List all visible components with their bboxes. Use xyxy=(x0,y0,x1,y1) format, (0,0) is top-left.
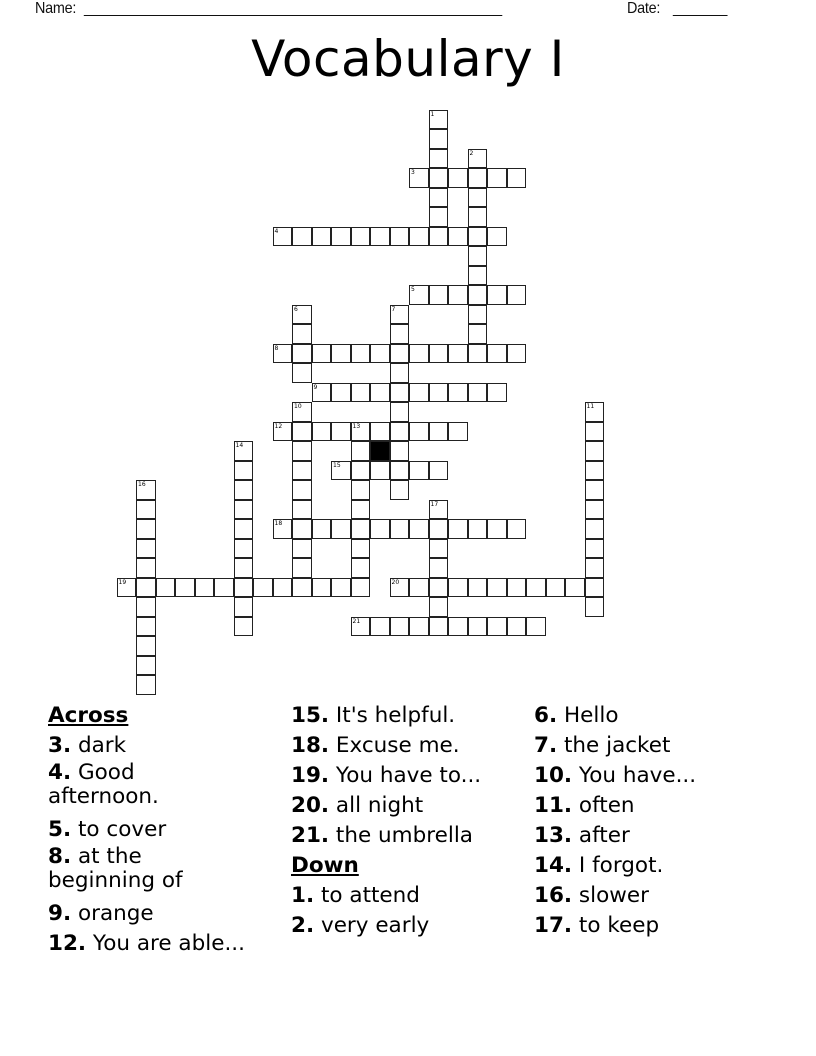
clue-number: 21 xyxy=(352,617,361,625)
crossword-cell[interactable] xyxy=(331,383,351,403)
clue-number: 18 xyxy=(274,520,283,527)
crossword-cell[interactable] xyxy=(331,519,351,539)
clue-number: 3. xyxy=(48,733,72,758)
crossword-cell[interactable] xyxy=(585,441,605,461)
clue-number: 5. xyxy=(48,817,72,842)
crossword-cell[interactable] xyxy=(468,188,488,208)
crossword-cell[interactable] xyxy=(273,578,293,598)
crossword-cell[interactable] xyxy=(370,422,390,442)
crossword-cell[interactable] xyxy=(292,519,312,539)
crossword-cell[interactable] xyxy=(429,129,449,149)
crossword-cell[interactable] xyxy=(312,519,332,539)
crossword-cell[interactable] xyxy=(585,597,605,617)
crossword-cell[interactable] xyxy=(390,519,410,539)
clue-number: 10. xyxy=(534,763,573,788)
crossword-cell[interactable] xyxy=(507,519,527,539)
crossword-cell[interactable] xyxy=(292,539,312,559)
down-heading: Down xyxy=(291,853,359,878)
crossword-cell[interactable] xyxy=(429,597,449,617)
down-clue xyxy=(534,911,696,941)
crossword-cell[interactable] xyxy=(468,617,488,637)
name-label: Name: xyxy=(35,0,77,17)
crossword-cell[interactable] xyxy=(351,480,371,500)
clue-text: after xyxy=(572,823,630,848)
crossword-cell[interactable] xyxy=(292,305,312,325)
clue-number: 11. xyxy=(534,793,573,818)
crossword-cell[interactable] xyxy=(468,285,488,305)
clue-text: I forgot. xyxy=(572,853,664,878)
clue-number: 9. xyxy=(48,901,72,926)
crossword-cell[interactable] xyxy=(429,422,449,442)
crossword-cell[interactable] xyxy=(448,519,468,539)
clue-text: Excuse me. xyxy=(329,733,460,758)
crossword-cell[interactable] xyxy=(292,558,312,578)
crossword-cell[interactable] xyxy=(487,344,507,364)
date-label: Date: xyxy=(627,0,661,17)
crossword-cell[interactable] xyxy=(468,578,488,598)
clue-number: 19 xyxy=(118,578,127,586)
crossword-cell[interactable] xyxy=(429,227,449,247)
clue-number: 5 xyxy=(411,286,415,293)
clues-column-3 xyxy=(534,701,696,941)
clue-number: 1 xyxy=(430,110,435,118)
crossword-cell[interactable] xyxy=(292,344,312,364)
crossword-cell[interactable] xyxy=(468,168,488,188)
crossword-cell[interactable] xyxy=(487,383,507,403)
clue-number: 8. xyxy=(48,844,72,869)
crossword-cell[interactable] xyxy=(409,578,429,598)
page-title: Vocabulary I xyxy=(251,30,565,88)
crossword-cell[interactable] xyxy=(429,500,449,520)
clues-column-1 xyxy=(48,701,245,959)
crossword-cell[interactable] xyxy=(585,480,605,500)
clue-text: Good afternoon. xyxy=(48,760,159,809)
crossword-cell[interactable] xyxy=(195,578,215,598)
crossword-cell[interactable] xyxy=(234,480,254,500)
crossword-cell[interactable] xyxy=(429,578,449,598)
crossword-cell[interactable] xyxy=(507,617,527,637)
crossword-cell[interactable] xyxy=(234,558,254,578)
across-clue xyxy=(291,791,481,821)
crossword-cell[interactable] xyxy=(468,519,488,539)
across-clue xyxy=(48,899,245,929)
crossword-cell[interactable] xyxy=(234,441,254,461)
clue-number: 7 xyxy=(391,305,396,313)
clue-text: to cover xyxy=(71,817,167,842)
crossword-cell[interactable] xyxy=(214,578,234,598)
crossword-cell[interactable] xyxy=(409,461,429,481)
down-clue xyxy=(291,911,481,941)
crossword-cell[interactable] xyxy=(390,344,410,364)
crossword-cell[interactable] xyxy=(136,675,156,695)
crossword-cell[interactable] xyxy=(292,441,312,461)
crossword-cell[interactable] xyxy=(331,422,351,442)
crossword-cell[interactable] xyxy=(292,402,312,422)
crossword-cell[interactable] xyxy=(429,539,449,559)
across-heading: Across xyxy=(48,703,129,728)
crossword-cell[interactable] xyxy=(429,344,449,364)
crossword-cell[interactable] xyxy=(468,266,488,286)
clue-text: often xyxy=(572,793,635,818)
crossword-cell[interactable] xyxy=(273,422,293,442)
crossword-cell[interactable] xyxy=(429,168,449,188)
crossword-cell[interactable] xyxy=(390,324,410,344)
crossword-cell[interactable] xyxy=(429,519,449,539)
crossword-cell[interactable] xyxy=(448,578,468,598)
crossword-cell[interactable] xyxy=(136,617,156,637)
across-clue xyxy=(48,815,245,845)
crossword-cell[interactable] xyxy=(448,227,468,247)
crossword-cell[interactable] xyxy=(390,305,410,325)
crossword-cell[interactable] xyxy=(331,578,351,598)
clue-number: 13 xyxy=(352,422,361,430)
crossword-cell[interactable] xyxy=(468,324,488,344)
crossword-cell[interactable] xyxy=(312,578,332,598)
clue-text: very early xyxy=(314,913,430,938)
crossword-cell[interactable] xyxy=(312,383,332,403)
crossword-cell[interactable] xyxy=(234,519,254,539)
crossword-cell[interactable] xyxy=(351,617,371,637)
crossword-cell[interactable] xyxy=(136,656,156,676)
crossword-cell[interactable] xyxy=(448,168,468,188)
crossword-cell[interactable] xyxy=(390,422,410,442)
clue-number: 16 xyxy=(138,481,146,488)
crossword-cell[interactable] xyxy=(585,578,605,598)
clue-number: 8 xyxy=(274,344,279,352)
crossword-cell[interactable] xyxy=(234,617,254,637)
crossword-cell[interactable] xyxy=(585,500,605,520)
crossword-cell[interactable] xyxy=(351,519,371,539)
crossword-cell[interactable] xyxy=(234,500,254,520)
crossword-cell[interactable] xyxy=(468,207,488,227)
down-clue xyxy=(534,701,696,731)
crossword-cell[interactable] xyxy=(292,422,312,442)
crossword-cell[interactable] xyxy=(136,539,156,559)
down-clue xyxy=(534,851,696,881)
crossword-cell[interactable] xyxy=(136,500,156,520)
clue-text: the jacket xyxy=(557,733,671,758)
crossword-cell[interactable] xyxy=(136,480,156,500)
crossword-cell[interactable] xyxy=(487,285,507,305)
crossword-cell[interactable] xyxy=(292,500,312,520)
crossword-cell[interactable] xyxy=(312,227,332,247)
across-clue xyxy=(48,845,198,899)
crossword-cell[interactable] xyxy=(390,402,410,422)
clue-number: 16. xyxy=(534,883,573,908)
crossword-cell[interactable] xyxy=(292,578,312,598)
clue-number: 14 xyxy=(235,442,244,449)
crossword-cell[interactable] xyxy=(351,441,371,461)
crossword-cell[interactable] xyxy=(409,168,429,188)
crossword-cell[interactable] xyxy=(585,539,605,559)
crossword-cell[interactable] xyxy=(585,558,605,578)
clue-number: 17 xyxy=(430,500,439,508)
clue-number: 19. xyxy=(291,763,330,788)
down-clue xyxy=(534,821,696,851)
crossword-cell[interactable] xyxy=(370,519,390,539)
crossword-cell[interactable] xyxy=(273,519,293,539)
clue-text: slower xyxy=(572,883,649,908)
crossword-cell[interactable] xyxy=(507,578,527,598)
clue-text: You have to... xyxy=(329,763,482,788)
crossword-cell[interactable] xyxy=(351,383,371,403)
crossword-cell[interactable] xyxy=(468,344,488,364)
crossword-cell[interactable] xyxy=(331,344,351,364)
crossword-cell[interactable] xyxy=(565,578,585,598)
crossword-cell[interactable] xyxy=(487,227,507,247)
crossword-cell[interactable] xyxy=(409,383,429,403)
crossword-cell[interactable] xyxy=(390,578,410,598)
clue-text: to keep xyxy=(572,913,660,938)
crossword-cell[interactable] xyxy=(312,344,332,364)
crossword-cell[interactable] xyxy=(390,441,410,461)
crossword-cell[interactable] xyxy=(136,558,156,578)
crossword-cell[interactable] xyxy=(429,461,449,481)
crossword-cell[interactable] xyxy=(409,519,429,539)
crossword-cell[interactable] xyxy=(409,227,429,247)
crossword-cell[interactable] xyxy=(409,422,429,442)
crossword-cell[interactable] xyxy=(507,168,527,188)
clue-number: 6 xyxy=(294,305,298,313)
crossword-cell[interactable] xyxy=(429,285,449,305)
clue-text: Hello xyxy=(557,703,619,728)
clue-text: You are able... xyxy=(86,931,245,956)
crossword-cell[interactable] xyxy=(585,461,605,481)
crossword-cell[interactable] xyxy=(253,578,273,598)
clue-number: 4 xyxy=(274,227,279,235)
name-field[interactable]: ______________________________________________________ xyxy=(84,0,502,17)
crossword-cell[interactable] xyxy=(468,305,488,325)
crossword-cell[interactable] xyxy=(370,461,390,481)
clue-number: 15 xyxy=(333,461,341,469)
clue-number: 4. xyxy=(48,760,72,785)
crossword-cell[interactable] xyxy=(351,422,371,442)
crossword-cell[interactable] xyxy=(487,519,507,539)
across-clue xyxy=(291,761,481,791)
crossword-cell[interactable] xyxy=(136,636,156,656)
crossword-cell[interactable] xyxy=(390,363,410,383)
clue-number: 13. xyxy=(534,823,573,848)
across-clue xyxy=(48,731,245,761)
crossword-cell[interactable] xyxy=(448,383,468,403)
crossword-cell[interactable] xyxy=(370,383,390,403)
crossword-cell[interactable] xyxy=(409,285,429,305)
crossword-cell[interactable] xyxy=(234,578,254,598)
clue-number: 14. xyxy=(534,853,573,878)
crossword-cell[interactable] xyxy=(370,227,390,247)
crossword-cell[interactable] xyxy=(468,383,488,403)
across-clue xyxy=(291,821,481,851)
crossword-cell[interactable] xyxy=(136,578,156,598)
crossword-cell[interactable] xyxy=(351,344,371,364)
across-clue xyxy=(291,731,481,761)
clue-text: You have... xyxy=(572,763,697,788)
clue-number: 10 xyxy=(294,403,302,410)
down-clue xyxy=(534,881,696,911)
crossword-cell[interactable] xyxy=(331,227,351,247)
crossword-cell[interactable] xyxy=(351,578,371,598)
crossword-cell[interactable] xyxy=(156,578,176,598)
crossword-cell[interactable] xyxy=(292,363,312,383)
crossword-cell[interactable] xyxy=(526,617,546,637)
crossword-cell[interactable] xyxy=(292,461,312,481)
crossword-cell[interactable] xyxy=(390,383,410,403)
clue-number: 12 xyxy=(274,422,283,430)
crossword-cell[interactable] xyxy=(429,149,449,169)
clue-number: 18. xyxy=(291,733,330,758)
clue-number: 12. xyxy=(48,931,87,956)
crossword-cell[interactable] xyxy=(448,285,468,305)
crossword-cell[interactable] xyxy=(448,422,468,442)
crossword-cell[interactable] xyxy=(487,578,507,598)
crossword-cell[interactable] xyxy=(409,617,429,637)
clue-number: 11 xyxy=(586,403,595,410)
crossword-cell[interactable] xyxy=(273,344,293,364)
crossword-cell[interactable] xyxy=(507,344,527,364)
crossword-cell[interactable] xyxy=(234,461,254,481)
clue-number: 2. xyxy=(291,913,315,938)
crossword-cell[interactable] xyxy=(351,558,371,578)
down-clue xyxy=(534,791,696,821)
crossword-cell[interactable] xyxy=(390,617,410,637)
crossword-cell[interactable] xyxy=(390,227,410,247)
clue-number: 20 xyxy=(391,578,400,586)
crossword-cell[interactable] xyxy=(585,519,605,539)
crossword-cell[interactable] xyxy=(429,383,449,403)
crossword-cell[interactable] xyxy=(351,500,371,520)
crossword-cell[interactable] xyxy=(487,617,507,637)
across-clue xyxy=(291,701,481,731)
clue-number: 6. xyxy=(534,703,558,728)
clue-text: dark xyxy=(71,733,127,758)
down-clue xyxy=(291,881,481,911)
crossword-cell[interactable] xyxy=(370,344,390,364)
date-field[interactable]: _______ xyxy=(673,0,728,17)
clue-number: 3 xyxy=(411,169,415,176)
crossword-cell[interactable] xyxy=(526,578,546,598)
clue-text: orange xyxy=(71,901,154,926)
crossword-cell[interactable] xyxy=(351,227,371,247)
crossword-cell[interactable] xyxy=(273,227,293,247)
crossword-cell[interactable] xyxy=(292,227,312,247)
clue-text: It's helpful. xyxy=(329,703,456,728)
down-clue xyxy=(534,731,696,761)
crossword-cell[interactable] xyxy=(429,110,449,130)
crossword-cell[interactable] xyxy=(312,422,332,442)
crossword-cell[interactable] xyxy=(351,461,371,481)
crossword-cell[interactable] xyxy=(117,578,137,598)
clue-text: all night xyxy=(329,793,424,818)
clue-text: at the beginning of xyxy=(48,844,183,893)
clue-number: 7. xyxy=(534,733,558,758)
crossword-cell[interactable] xyxy=(429,558,449,578)
crossword-cell[interactable] xyxy=(507,285,527,305)
crossword-cell[interactable] xyxy=(468,149,488,169)
crossword-cell-filled xyxy=(370,441,390,461)
crossword-cell[interactable] xyxy=(136,597,156,617)
crossword-cell[interactable] xyxy=(292,480,312,500)
across-clue xyxy=(48,761,198,815)
crossword-cell[interactable] xyxy=(234,597,254,617)
crossword-cell[interactable] xyxy=(351,539,371,559)
clue-number: 21. xyxy=(291,823,330,848)
crossword-cell[interactable] xyxy=(585,402,605,422)
clue-number: 1. xyxy=(291,883,315,908)
crossword-cell[interactable] xyxy=(175,578,195,598)
clue-text: to attend xyxy=(314,883,420,908)
crossword-cell[interactable] xyxy=(448,344,468,364)
crossword-cell[interactable] xyxy=(429,207,449,227)
crossword-cell[interactable] xyxy=(585,422,605,442)
clue-number: 20. xyxy=(291,793,330,818)
clue-number: 15. xyxy=(291,703,330,728)
crossword-cell[interactable] xyxy=(429,188,449,208)
crossword-cell[interactable] xyxy=(409,344,429,364)
crossword-cell[interactable] xyxy=(448,617,468,637)
clue-number: 9 xyxy=(313,383,318,391)
crossword-cell[interactable] xyxy=(390,461,410,481)
crossword-cell[interactable] xyxy=(234,539,254,559)
crossword-cell[interactable] xyxy=(429,617,449,637)
down-clue xyxy=(534,761,696,791)
crossword-cell[interactable] xyxy=(370,617,390,637)
crossword-cell[interactable] xyxy=(468,246,488,266)
crossword-cell[interactable] xyxy=(546,578,566,598)
across-clue xyxy=(48,929,245,959)
clue-text: the umbrella xyxy=(329,823,473,848)
clues-column-2 xyxy=(291,701,481,941)
crossword-cell[interactable] xyxy=(292,324,312,344)
crossword-cell[interactable] xyxy=(331,461,351,481)
clue-number: 17. xyxy=(534,913,573,938)
crossword-cell[interactable] xyxy=(136,519,156,539)
crossword-cell[interactable] xyxy=(487,168,507,188)
clue-number: 2 xyxy=(469,149,474,157)
crossword-cell[interactable] xyxy=(468,227,488,247)
crossword-cell[interactable] xyxy=(390,480,410,500)
